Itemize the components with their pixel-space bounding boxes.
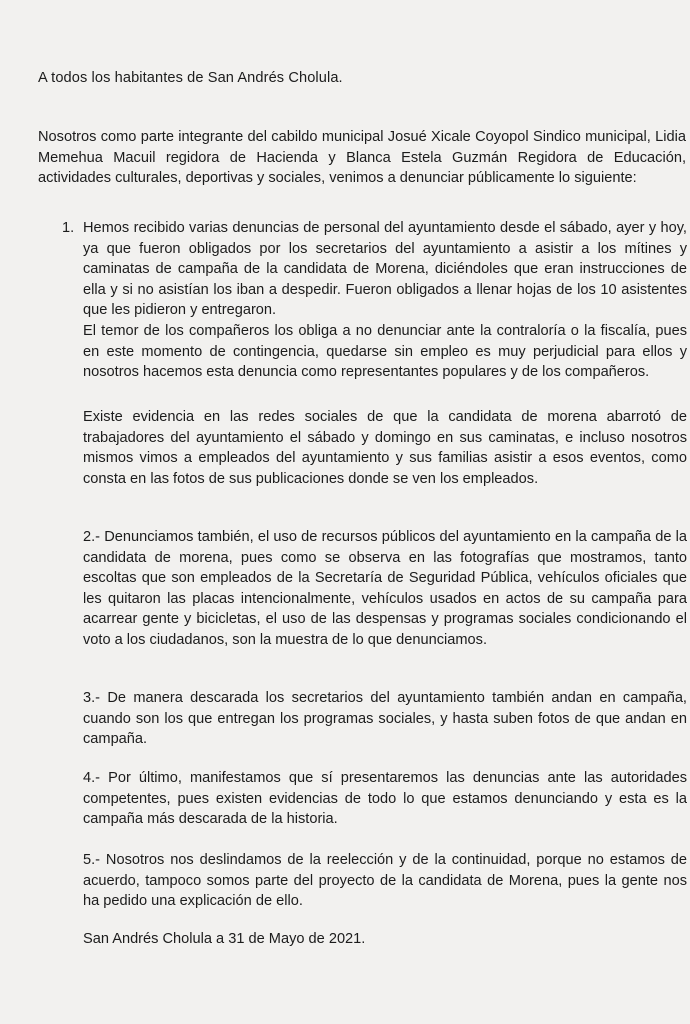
item-1-paragraph-1: Hemos recibido varias denuncias de personal del ayuntamiento desde el sábado, ayer y hoy, ya que fueron obligados por los secretarios del ayuntamiento a asistir a los mítines y caminatas de campaña de la candidata de Morena, diciéndoles que eran instrucciones de ella y si no asistían los iban a despedir. Fueron obligados a llenar hojas de los 10 asistentes que les pidieron y entregaron. — [83, 220, 687, 319]
item-1-evidence — [83, 407, 687, 489]
item-1-number: 1. — [62, 220, 75, 236]
item-4-text: 4.- Por último, manifestamos que sí presentaremos las denuncias ante las autoridades competentes, pues existen evidencias de todo lo que estamos denunciando y esta es la campaña más descarada de la historia. — [83, 770, 687, 828]
greeting-line: A todos los habitantes de San Andrés Cholula. — [38, 70, 343, 86]
item-2-text: 2.- Denunciamos también, el uso de recursos públicos del ayuntamiento en la campaña de la candidata de morena, pues como se observa en las fotografías que mostramos, tanto escoltas que son empleados de la Secretaría de Seguridad Pública, vehículos oficiales que les quitaron las placas intencionalmente, vehículos usados en actos de su campaña para acarrear gente y bicicletas, el uso de las despensas y programas sociales condicionando el voto a los ciudadanos, son la muestra de lo que denunciamos. — [83, 529, 687, 648]
item-3-paragraph — [83, 688, 687, 750]
item-1-body — [83, 218, 687, 383]
item-4-paragraph — [83, 768, 687, 830]
closing-date-line: San Andrés Cholula a 31 de Mayo de 2021. — [83, 931, 366, 947]
intro-paragraph: Nosotros como parte integrante del cabildo municipal Josué Xicale Coyopol Sindico municipal, Lidia Memehua Macuil regidora de Hacienda y Blanca Estela Guzmán Regidora de Educación, actividades culturales, deportivas y sociales, venimos a denunciar públicamente lo siguiente: — [38, 129, 686, 187]
item-1-paragraph-3: Existe evidencia en las redes sociales de que la candidata de morena abarrotó de trabajadores del ayuntamiento el sábado y domingo en sus caminatas, e incluso nosotros mismos vimos a empleados del ayuntamiento y sus familias asistir a esos eventos, como consta en las fotos de sus publicaciones donde se ven los empleados. — [83, 409, 687, 487]
item-1-paragraph-2: El temor de los compañeros los obliga a no denunciar ante la contraloría o la fiscalía, pues en este momento de contingencia, quedarse sin empleo es muy perjudicial para ellos y nosotros hacemos esta denuncia como representantes populares y de los compañeros. — [83, 322, 687, 381]
item-3-text: 3.- De manera descarada los secretarios del ayuntamiento también andan en campaña, cuando son los que entregan los programas sociales, y hasta suben fotos de que andan en campaña. — [83, 690, 687, 748]
item-5-text: 5.- Nosotros nos deslindamos de la reelección y de la continuidad, porque no estamos de acuerdo, tampoco somos parte del proyecto de la candidata de Morena, pues la gente nos ha pedido una explicación de ello. — [83, 852, 687, 910]
item-5-paragraph — [83, 850, 687, 912]
item-2-paragraph — [83, 527, 687, 651]
